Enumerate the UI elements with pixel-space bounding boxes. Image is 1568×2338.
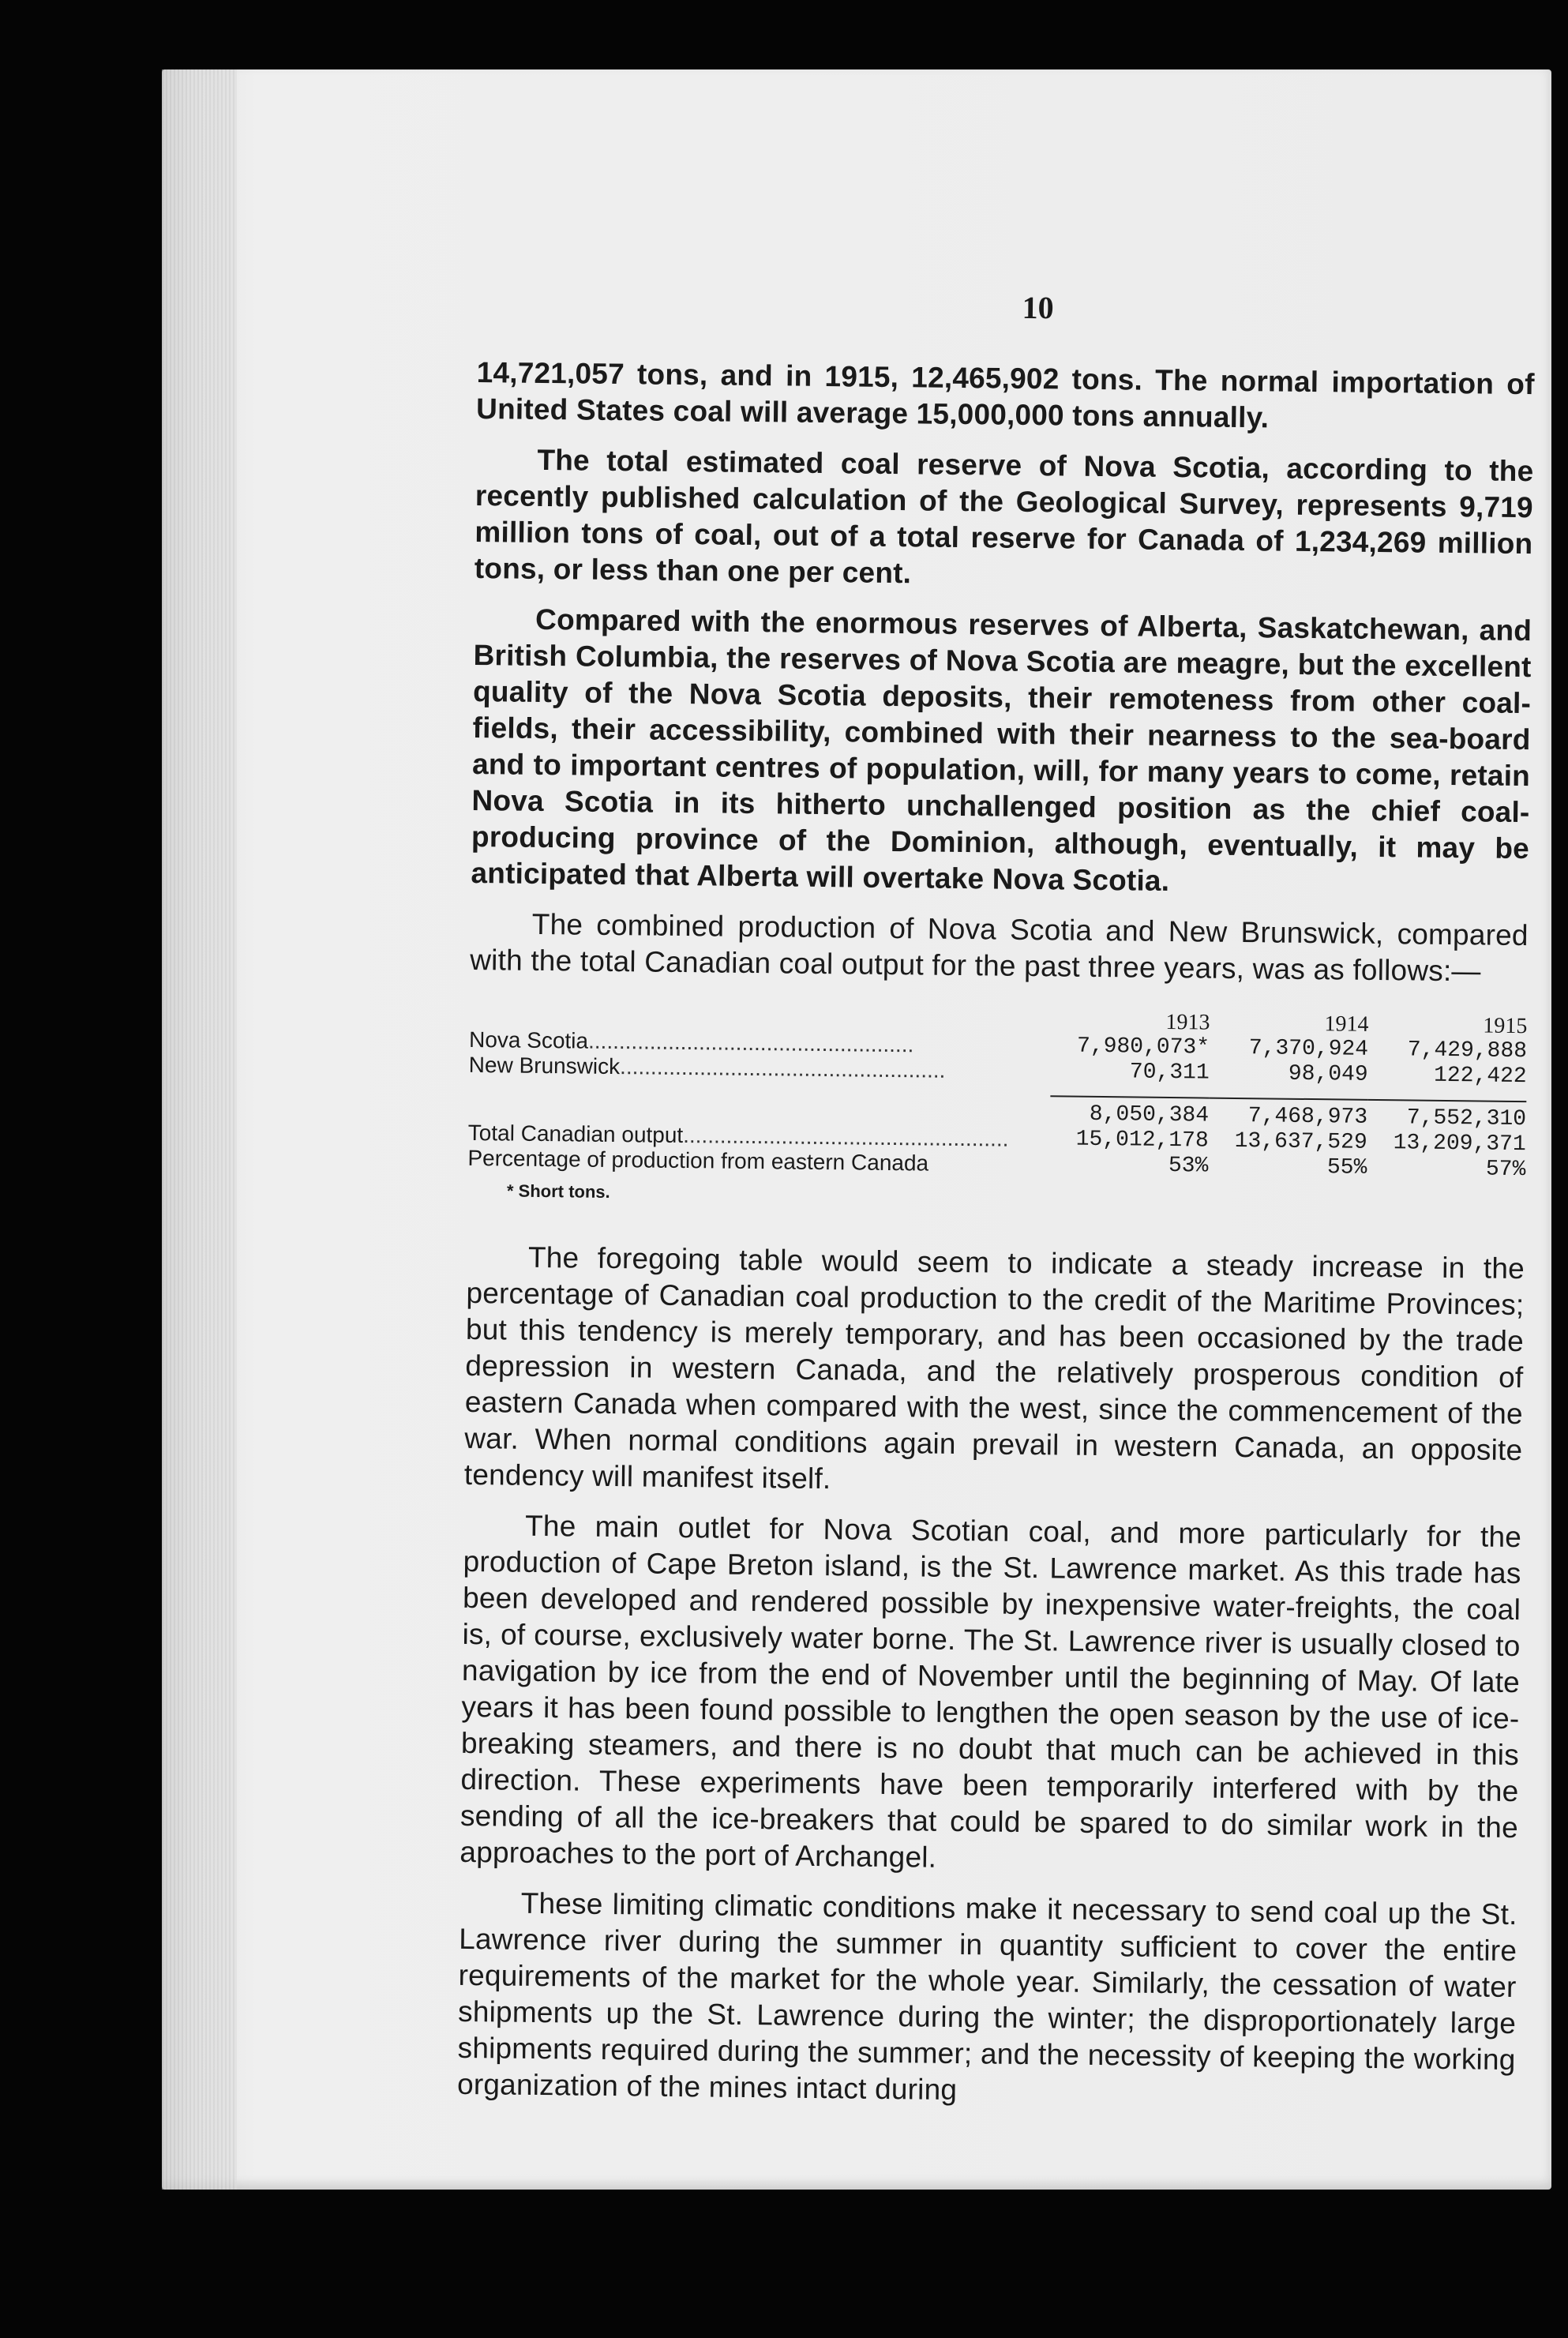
table-cell: 122,422 bbox=[1433, 1063, 1527, 1090]
table-cell: 15,012,178 bbox=[1075, 1127, 1209, 1154]
paragraph-coal-reserve: The total estimated coal reserve of Nova Scotia, according to the recently published calculation of the Geological Survey, represents 9,719 million tons of coal, out of a total reserve for Canada of 1,234,269 million tons, or less than one per cent. bbox=[474, 443, 1534, 590]
leader-dots: ..................................................... bbox=[587, 1028, 914, 1057]
coal-production-table bbox=[467, 1002, 1527, 1183]
paragraph-table-interpretation: The foregoing table would seem to indicate a steady increase in the percentage of Canadian coal production to the credit of the Maritime Provinces; but this tendency is merely temporary, and has been occasioned by the trade depression in western Canada, and the relatively prosperous condition of eastern Canada when compared with the west, since the commencement of the war. When normal conditions again prevail in western Canada, an opposite tendency will manifest itself. bbox=[463, 1240, 1525, 1495]
table-cell: 98,049 bbox=[1288, 1061, 1368, 1087]
table-cell: 8,050,384 bbox=[1089, 1101, 1210, 1128]
row-label: Percentage of production from eastern Canada bbox=[467, 1145, 929, 1176]
paragraph-reserves-comparison: Compared with the enormous reserves of Alberta, Saskatchewan, and British Columbia, the reserves of Nova Scotia are meagre, but the excellent quality of the Nova Scotia deposits, their remoteness from other coal-fields, their accessibility, combined with their nearness to the sea-board and to important centres of population, will, for many years to come, retain Nova Scotia in its hitherto unchallenged position as the chief coal-producing province of the Dominion, although, eventually, it may be anticipated that Alberta will overtake Nova Scotia. bbox=[471, 602, 1532, 897]
page-content bbox=[457, 283, 1536, 2129]
table-cell: 7,552,310 bbox=[1406, 1105, 1527, 1132]
year-header: 1913 bbox=[1165, 1009, 1210, 1035]
table-cell: 7,370,924 bbox=[1248, 1036, 1369, 1062]
table-footnote: * Short tons. bbox=[506, 1180, 610, 1202]
table-cell: 13,637,529 bbox=[1234, 1128, 1367, 1155]
row-label: New Brunswick bbox=[468, 1052, 621, 1079]
table-cell: 57% bbox=[1485, 1157, 1526, 1183]
table-cell: 7,468,973 bbox=[1247, 1104, 1368, 1130]
paragraph-combined-production: The combined production of Nova Scotia and New Brunswick, compared with the total Canadian coal output for the past three years, was as follows:— bbox=[470, 907, 1529, 988]
paragraph-coal-imports: 14,721,057 tons, and in 1915, 12,465,902 tons. The normal importation of United States coal will average 15,000,000 tons annually. bbox=[475, 355, 1535, 434]
row-label: Total Canadian output bbox=[467, 1120, 684, 1148]
table-cell: 7,980,073* bbox=[1076, 1034, 1210, 1060]
row-label: Nova Scotia bbox=[468, 1026, 589, 1053]
book-page bbox=[162, 69, 1551, 2190]
table-cell: 13,209,371 bbox=[1393, 1131, 1526, 1158]
table-cell: 70,311 bbox=[1129, 1060, 1210, 1086]
table-cell: 55% bbox=[1326, 1155, 1367, 1180]
year-header: 1915 bbox=[1483, 1013, 1528, 1039]
table-cell: 7,429,888 bbox=[1407, 1038, 1528, 1064]
leader-dots: ..................................................... bbox=[619, 1054, 946, 1083]
page-binding-edge bbox=[162, 69, 237, 2190]
leader-dots: ..................................................... bbox=[683, 1123, 1009, 1151]
year-header: 1914 bbox=[1324, 1011, 1369, 1037]
page-number: 10 bbox=[1022, 289, 1054, 326]
paragraph-st-lawrence-market: The main outlet for Nova Scotian coal, and more particularly for the production of Cape Breton island, is the St. Lawrence market. As this trade has been developed and rendered possible by inexpensive water-freights, the coal is, of course, exclusively water borne. The St. Lawrence river is usually closed to navigation by ice from the end of November until the beginning of May. Of late years it has been found possible to lengthen the open season by the use of ice-breaking steamers, and there is no doubt that much can be achieved in this direction. These experiments have been temporarily interfered with by the sending of all the ice-breakers that could be spared to do similar work in the approaches to the port of Archangel. bbox=[460, 1509, 1522, 1874]
paragraph-climatic-conditions: These limiting climatic conditions make it necessary to send coal up the St. Lawrence river during the summer in quantity sufficient to cover the entire requirements of the market for the whole year. Similarly, the cessation of water shipments up the St. Lawrence during the winter; the disproportionately large shipments required during the summer; and the necessity of keeping the working organization of the mines intact during bbox=[456, 1886, 1517, 2107]
table-cell: 53% bbox=[1168, 1153, 1209, 1179]
